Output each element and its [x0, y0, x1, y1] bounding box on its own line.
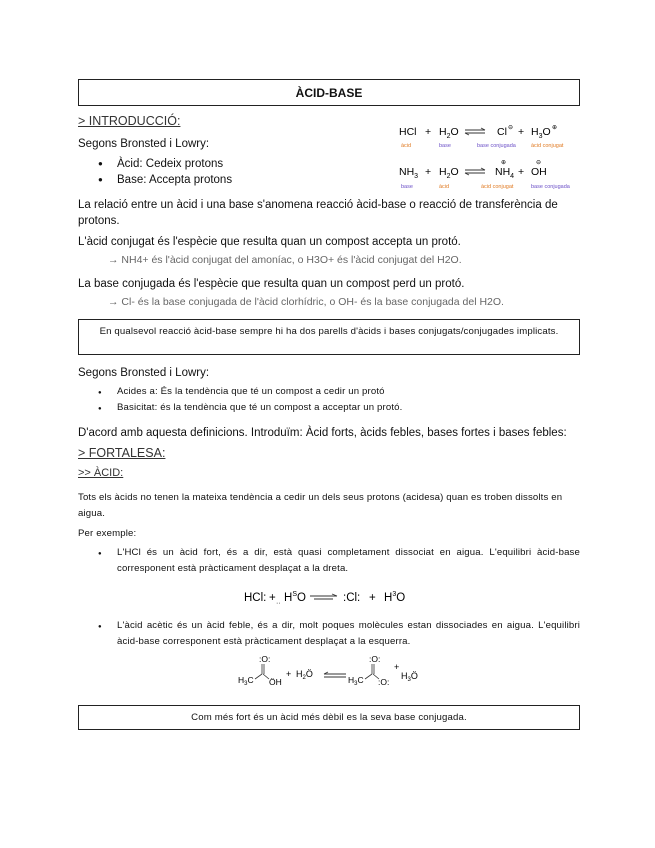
- equation-1: [399, 125, 564, 149]
- eq2-label: base: [401, 184, 413, 190]
- equation-2: [399, 160, 571, 190]
- chloride-ion: :Cl:: [343, 592, 361, 604]
- eq2-rhs1: $NH_4$: [495, 166, 515, 180]
- list-item: ● Base: Accepta protons: [97, 172, 317, 188]
- eq2-label: base conjugada: [531, 184, 570, 190]
- plus-sign: +: [394, 662, 400, 672]
- equilibrium-arrow: [310, 594, 337, 599]
- acetic-acid-equation: [234, 652, 429, 694]
- definitions-paragraph: D'acord amb aquesta definicions. Introduïm: Àcid forts, àcids febles, bases fortes i bases febles:: [78, 427, 567, 439]
- note-box-text: En qualsevol reacció àcid-base sempre hi ha dos parells d'àcids i bases conjugats/conjugades implicats.: [99, 326, 559, 337]
- intro-paragraph: La relació entre un àcid i una base s'anomena reacció àcid-base o reacció de transferència de protons.: [78, 199, 558, 227]
- svg-text::O:: :O:: [378, 677, 390, 687]
- hcl-dissociation-equation: [240, 583, 425, 615]
- acid-subheading: >> ÀCID:: [78, 467, 124, 479]
- fortalesa-heading: > FORTALESA:: [78, 446, 166, 460]
- note-box: [78, 319, 580, 355]
- eq1-label: base conjugada: [477, 143, 516, 149]
- plus-sign: +: [286, 669, 292, 679]
- eq1-plus1: +: [425, 126, 432, 138]
- strength-bullets: [97, 384, 567, 416]
- equilibrium-arrow: [465, 128, 485, 135]
- acetate-ion: [348, 654, 389, 687]
- eq2-lhs1: $NH_3$: [399, 166, 419, 180]
- svg-text::O:: :O:: [369, 654, 381, 664]
- conclusion-text: Com més fort és un àcid més dèbil es la seva base conjugada.: [191, 712, 467, 723]
- lone-pair-dots: ··: [276, 600, 281, 607]
- list-item: ● L'HCl és un àcid fort, és a dir, està quasi completament dissociat en aigua. L'equilibri àcid-base corresponent està pràcticament desplaçat a la dreta.: [97, 545, 580, 577]
- conjugate-acid-note: → NH4+ és l'àcid conjugat del amoníac, o H3O+ és l'àcid conjugat del H2O.: [108, 254, 462, 266]
- conjugate-base-definition: La base conjugada és l'espècie que resulta quan un compost perd un protó.: [78, 278, 465, 290]
- hydronium-ion: $H^3O$: [384, 591, 406, 604]
- eq1-label: àcid conjugat: [531, 143, 564, 149]
- eq2-plus1: +: [425, 166, 432, 178]
- example-label: Per exemple:: [78, 528, 137, 539]
- plus-sign: +: [369, 592, 376, 604]
- eq2-lhs2: $H_2O$: [439, 166, 459, 180]
- hydronium-ion: $H_3Ö$: [401, 671, 418, 683]
- water-molecule: $H_2Ö$: [296, 669, 313, 681]
- list-item: ● Basicitat: és la tendència que té un compost a acceptar un protó.: [97, 400, 567, 416]
- eq2-label: àcid conjugat: [481, 184, 514, 190]
- svg-text:H3C: $H_3C$: [238, 675, 254, 687]
- svg-text:ÖH: ÖH: [269, 677, 282, 687]
- plus-sign: +: [269, 592, 276, 604]
- eq2-rhs2: OH: [531, 166, 547, 178]
- list-item: ● Àcid: Cedeix protons: [97, 156, 317, 172]
- eq2-label: àcid: [439, 184, 450, 190]
- conjugate-acid-definition: L'àcid conjugat és l'espècie que resulta quan un compost accepta un protó.: [78, 236, 461, 248]
- conjugate-base-note: → Cl- és la base conjugada de l'àcid clorhídric, o OH- és la base conjugada del H2O.: [108, 296, 504, 308]
- acetic-acid-molecule: [238, 654, 282, 687]
- eq1-label: base: [439, 143, 451, 149]
- water-molecule: $H^SO$: [284, 591, 306, 604]
- eq1-rhs2: $H_3O$: [531, 126, 551, 140]
- acid-base-equations: [395, 118, 580, 193]
- eq2-rhs1-charge: ⊕: [501, 160, 507, 166]
- hcl-molecule: HCl:: [244, 592, 267, 604]
- intro-heading: > INTRODUCCIÓ:: [78, 114, 181, 128]
- example-list-2: [97, 618, 580, 650]
- svg-text:H3C: $H_3C$: [348, 675, 364, 687]
- fortalesa-paragraph: Tots els àcids no tenen la mateixa tendència a cedir un dels seus protons (acidesa) quan es troben dissolts en aigua.: [78, 492, 563, 519]
- conclusion-box: [78, 705, 580, 730]
- equilibrium-arrow: [465, 168, 485, 175]
- bronsted-label-2: Segons Bronsted i Lowry:: [78, 367, 210, 379]
- svg-text::O:: :O:: [259, 654, 271, 664]
- eq1-lhs2: $H_2O$: [439, 126, 459, 140]
- list-item: ● L'àcid acètic és un àcid feble, és a dir, molt poques molècules estan dissociades en aigua. L'equilibri àcid-base corresponent està pràcticament desplaçat a la esquerra.: [97, 618, 580, 650]
- eq1-rhs2-charge: ⊕: [552, 125, 558, 131]
- eq1-rhs1-charge: ⊖: [508, 125, 514, 131]
- page-title: ÀCID-BASE: [78, 79, 580, 106]
- eq2-rhs2-charge: ⊖: [536, 160, 542, 166]
- eq2-plus2: +: [518, 166, 525, 178]
- eq1-rhs1: Cl: [497, 126, 507, 138]
- eq1-label: àcid: [401, 143, 412, 149]
- example-list-1: [97, 545, 580, 577]
- eq1-plus2: +: [518, 126, 525, 138]
- intro-bullets: [97, 156, 317, 188]
- equilibrium-arrow: [324, 672, 346, 677]
- bronsted-label: Segons Bronsted i Lowry:: [78, 138, 210, 150]
- list-item: ● Acides a: És la tendència que té un compost a cedir un protó: [97, 384, 567, 400]
- eq1-lhs1: HCl: [399, 126, 417, 138]
